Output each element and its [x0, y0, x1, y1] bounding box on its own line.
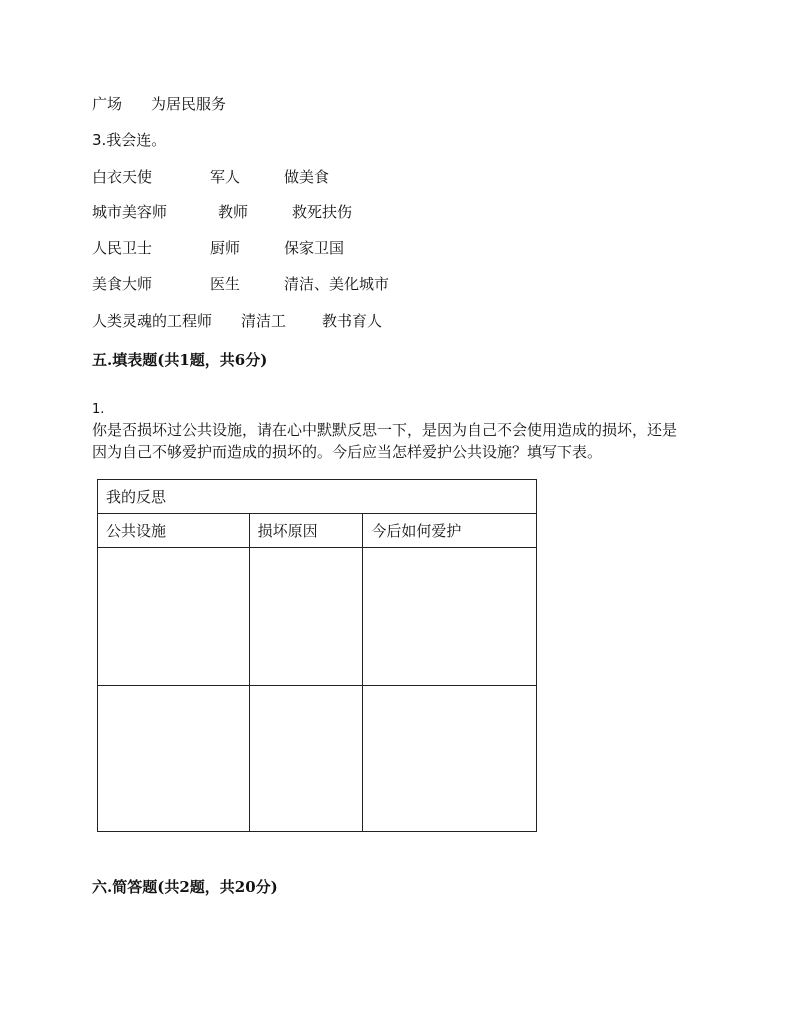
- match-right: 教书育人: [322, 312, 383, 330]
- match-right: 清洁、美化城市: [284, 275, 390, 293]
- section5-heading: 五.填表题(共1题，共6分): [92, 351, 268, 369]
- table-header-row: [98, 514, 537, 548]
- question-line-2: 因为自己不够爱护而造成的损坏的。今后应当怎样爱护公共设施？填写下表。: [92, 443, 603, 461]
- table-row: [98, 686, 537, 832]
- match-middle: 教师: [218, 203, 249, 221]
- blank-cell[interactable]: [249, 548, 363, 686]
- question-line-1: 你是否损坏过公共设施，请在心中默默反思一下，是因为自己不会使用造成的损坏，还是: [92, 421, 678, 439]
- match-left: 白衣天使: [92, 168, 153, 186]
- table-title-row: [98, 480, 537, 514]
- table-row: [98, 548, 537, 686]
- match-right: 救死扶伤: [292, 203, 353, 221]
- match-left: 人类灵魂的工程师: [92, 312, 213, 330]
- blank-cell[interactable]: [363, 686, 537, 832]
- match-middle: 医生: [210, 275, 241, 293]
- question-number: 1.: [92, 402, 105, 417]
- reflection-table: [97, 479, 537, 832]
- top-line-left: 广场: [92, 95, 123, 113]
- match-right: 做美食: [284, 168, 330, 186]
- blank-cell[interactable]: [249, 686, 363, 832]
- match-left: 美食大师: [92, 275, 153, 293]
- section6-heading: 六.简答题(共2题，共20分): [92, 878, 278, 896]
- blank-cell[interactable]: [363, 548, 537, 686]
- header-facility: 公共设施: [98, 514, 250, 548]
- section3-title: 3.我会连。: [92, 131, 167, 149]
- match-left: 城市美容师: [92, 203, 168, 221]
- question-text: [92, 419, 712, 463]
- table-title: 我的反思: [98, 480, 537, 514]
- match-middle: 军人: [210, 168, 241, 186]
- match-middle: 厨师: [210, 239, 241, 257]
- header-future-care: 今后如何爱护: [363, 514, 537, 548]
- match-middle: 清洁工: [241, 312, 287, 330]
- blank-cell[interactable]: [98, 686, 250, 832]
- match-left: 人民卫士: [92, 239, 153, 257]
- top-line-right: 为居民服务: [151, 95, 227, 113]
- match-right: 保家卫国: [284, 239, 345, 257]
- blank-cell[interactable]: [98, 548, 250, 686]
- header-damage-cause: 损坏原因: [249, 514, 363, 548]
